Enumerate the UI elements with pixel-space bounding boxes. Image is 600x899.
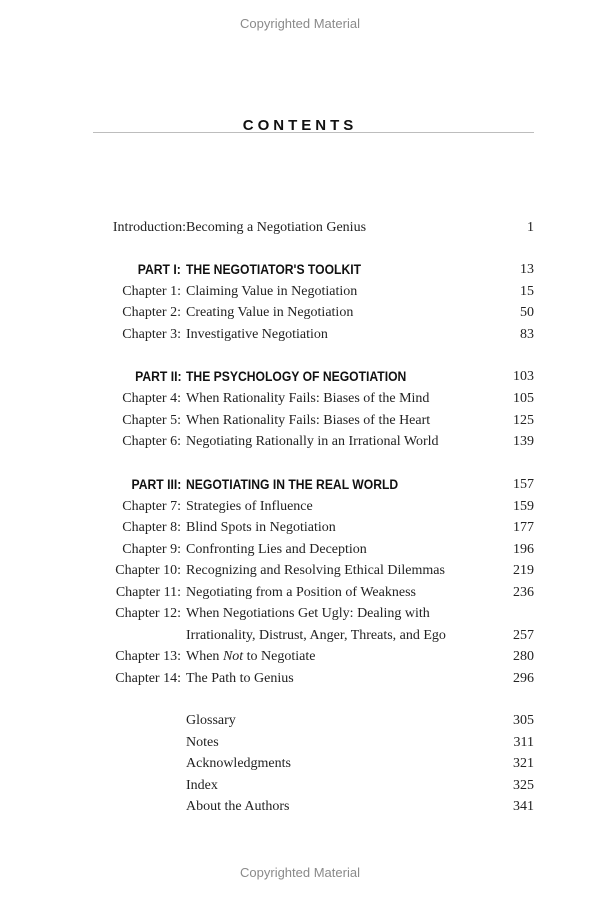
chapter-title-continued: Irrationality, Distrust, Anger, Threats, and Ego	[186, 628, 446, 643]
chapter-title: The Path to Genius	[186, 671, 294, 686]
entry-page: 311	[513, 735, 534, 750]
toc-index[interactable]	[0, 776, 600, 796]
toc-chapter-12-continued[interactable]	[0, 626, 600, 646]
toc-part-2[interactable]	[0, 367, 600, 387]
toc-chapter-7[interactable]	[0, 497, 600, 517]
chapter-title: Negotiating from a Position of Weakness	[186, 585, 416, 600]
chapter-title: Blind Spots in Negotiation	[186, 520, 336, 535]
toc-chapter-8[interactable]	[0, 518, 600, 538]
part-page: 103	[513, 369, 534, 384]
toc-glossary[interactable]	[0, 711, 600, 731]
entry-title: Index	[186, 778, 218, 793]
chapter-title: Recognizing and Resolving Ethical Dilemmas	[186, 563, 445, 578]
chapter-title: Investigative Negotiation	[186, 327, 328, 342]
chapter-label: Chapter 2:	[122, 305, 181, 320]
part-label: PART I:	[138, 262, 181, 277]
chapter-label: Chapter 10:	[115, 563, 181, 578]
toc-chapter-6[interactable]	[0, 432, 600, 452]
toc-part-1[interactable]	[0, 260, 600, 280]
toc-chapter-10[interactable]	[0, 561, 600, 581]
part-label: PART II:	[134, 369, 181, 384]
toc-acknowledgments[interactable]	[0, 754, 600, 774]
toc-notes[interactable]	[0, 733, 600, 753]
chapter-label: Chapter 14:	[115, 671, 181, 686]
chapter-title	[186, 647, 315, 667]
toc-entry-introduction[interactable]	[0, 218, 600, 238]
toc-chapter-14[interactable]	[0, 669, 600, 689]
chapter-label: Chapter 13:	[115, 649, 181, 664]
watermark-top: Copyrighted Material	[240, 16, 360, 31]
toc-chapter-11[interactable]	[0, 583, 600, 603]
title-post: to Negotiate	[243, 649, 316, 664]
chapter-title: Strategies of Influence	[186, 499, 313, 514]
chapter-page: 219	[513, 563, 534, 578]
chapter-title: Creating Value in Negotiation	[186, 305, 354, 320]
chapter-title: Confronting Lies and Deception	[186, 542, 367, 557]
chapter-page: 105	[513, 391, 534, 406]
page-title: CONTENTS	[242, 117, 358, 134]
chapter-title: When Negotiations Get Ugly: Dealing with	[186, 606, 430, 621]
chapter-page: 280	[513, 649, 534, 664]
chapter-page: 257	[513, 628, 534, 643]
part-title: THE PSYCHOLOGY OF NEGOTIATION	[186, 369, 407, 384]
entry-page: 305	[513, 713, 534, 728]
entry-page: 325	[513, 778, 534, 793]
entry-page: 1	[527, 220, 534, 235]
toc-chapter-13[interactable]	[0, 647, 600, 667]
chapter-page: 177	[513, 520, 534, 535]
toc-chapter-9[interactable]	[0, 540, 600, 560]
chapter-title: When Rationality Fails: Biases of the Mind	[186, 391, 430, 406]
chapter-page: 139	[513, 434, 534, 449]
chapter-label: Chapter 4:	[122, 391, 181, 406]
chapter-label: Chapter 11:	[115, 585, 181, 600]
watermark-bottom: Copyrighted Material	[240, 865, 360, 880]
entry-page: 341	[513, 799, 534, 814]
entry-page: 321	[513, 756, 534, 771]
entry-title: About the Authors	[186, 799, 290, 814]
chapter-page: 296	[513, 671, 534, 686]
part-title: NEGOTIATING IN THE REAL WORLD	[186, 477, 399, 492]
chapter-label: Chapter 9:	[122, 542, 181, 557]
chapter-page: 50	[520, 305, 534, 320]
chapter-label: Chapter 6:	[122, 434, 181, 449]
entry-title: Acknowledgments	[186, 756, 291, 771]
entry-label: Introduction:	[112, 220, 186, 235]
toc-chapter-4[interactable]	[0, 389, 600, 409]
chapter-label: Chapter 7:	[122, 499, 181, 514]
chapter-page: 159	[513, 499, 534, 514]
chapter-label: Chapter 5:	[122, 413, 181, 428]
chapter-page: 236	[513, 585, 534, 600]
part-page: 13	[520, 262, 534, 277]
toc-about-the-authors[interactable]	[0, 797, 600, 817]
toc-chapter-5[interactable]	[0, 411, 600, 431]
toc-chapter-12[interactable]	[0, 604, 600, 624]
part-label: PART III:	[131, 477, 181, 492]
part-title: THE NEGOTIATOR'S TOOLKIT	[186, 262, 362, 277]
chapter-title: When Rationality Fails: Biases of the Heart	[186, 413, 431, 428]
toc-chapter-1[interactable]	[0, 282, 600, 302]
toc-chapter-3[interactable]	[0, 325, 600, 345]
chapter-title: Negotiating Rationally in an Irrational World	[186, 434, 439, 449]
chapter-page: 15	[520, 284, 534, 299]
chapter-page: 125	[513, 413, 534, 428]
entry-title: Becoming a Negotiation Genius	[186, 220, 367, 235]
chapter-page: 196	[513, 542, 534, 557]
chapter-label: Chapter 1:	[122, 284, 181, 299]
title-pre: When	[186, 649, 223, 664]
part-page: 157	[513, 477, 534, 492]
chapter-title: Claiming Value in Negotiation	[186, 284, 358, 299]
entry-title: Glossary	[186, 713, 236, 728]
title-emphasis: Not	[222, 649, 244, 664]
chapter-label: Chapter 12:	[115, 606, 181, 621]
chapter-label: Chapter 3:	[122, 327, 181, 342]
entry-title: Notes	[186, 735, 219, 750]
chapter-page: 83	[520, 327, 534, 342]
chapter-label: Chapter 8:	[122, 520, 181, 535]
toc-chapter-2[interactable]	[0, 303, 600, 323]
toc-part-3[interactable]	[0, 475, 600, 495]
